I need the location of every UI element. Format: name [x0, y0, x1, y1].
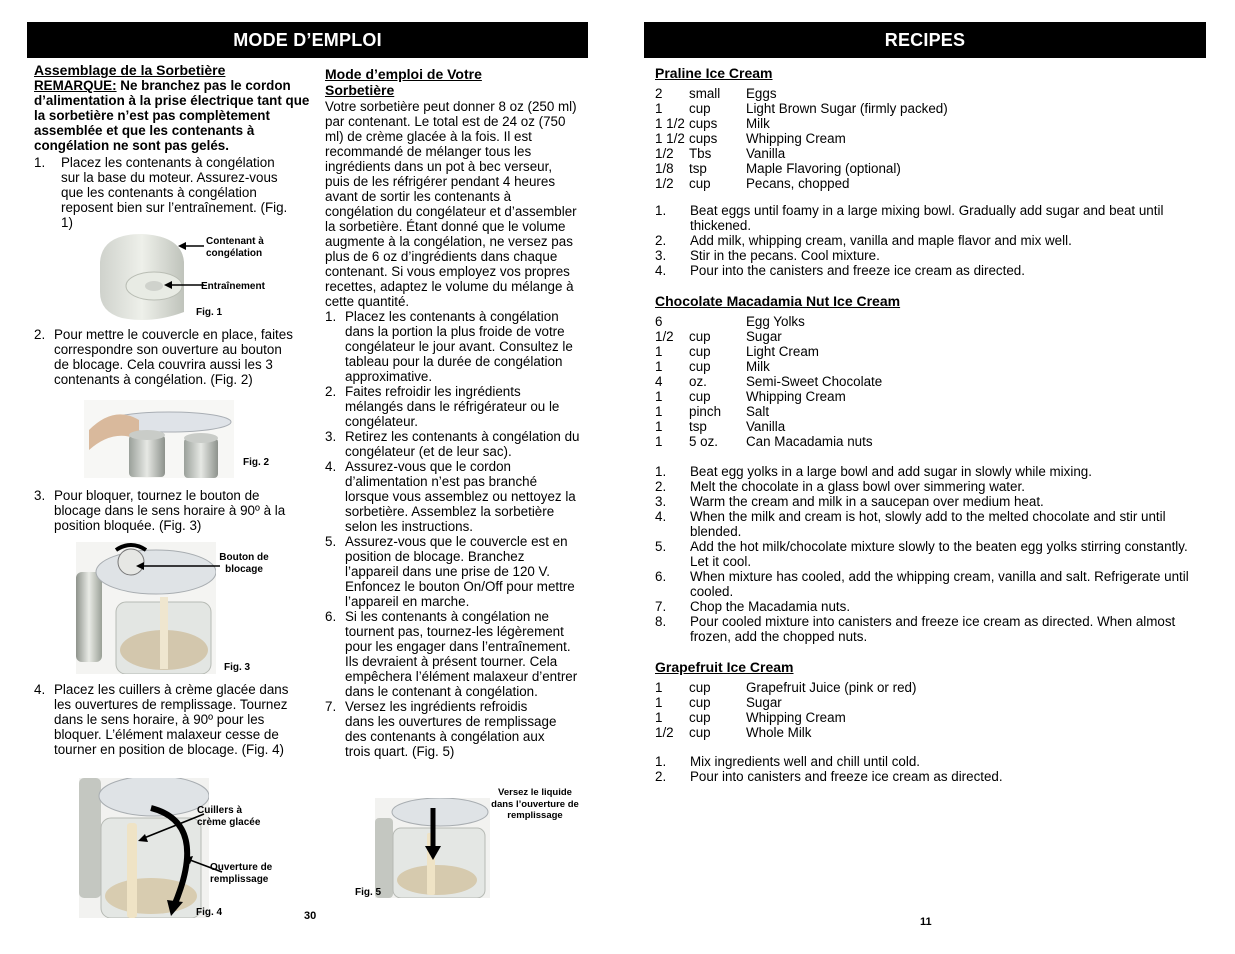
ingredient-qty: 6: [655, 314, 663, 329]
ingredient-unit: cups: [689, 116, 718, 131]
step-text: Melt the chocolate in a glass bowl over simmering water.: [690, 479, 1025, 494]
ingredient-name: Semi-Sweet Chocolate: [746, 374, 883, 389]
usage-heading: Mode d’emploi de Votre Sorbetière: [325, 66, 482, 98]
step-number: 7.: [655, 599, 667, 614]
step-text: Add the hot milk/chocolate mixture slowly to the beaten egg yolks stirring constantly. Let it cool.: [690, 539, 1188, 569]
step-number: 6.: [655, 569, 667, 584]
step-text: Pour bloquer, tournez le bouton de blocage dans le sens horaire à 90º à la position bloquée. (Fig. 3): [54, 488, 286, 533]
ingredient-name: Light Cream: [746, 344, 819, 359]
usage-step: [325, 309, 580, 384]
ingredient-unit: cup: [689, 695, 711, 710]
ingredient-unit: 5 oz.: [689, 434, 719, 449]
ingredient-name: Whole Milk: [746, 725, 812, 740]
steps-chocolate: [655, 464, 1200, 644]
recipe-step: [655, 614, 1200, 644]
ingredient-unit: cup: [689, 359, 711, 374]
usage-step: [325, 429, 580, 459]
step-text: Chop the Macadamia nuts.: [690, 599, 851, 614]
fig3-callout-lock: Bouton de blocage: [219, 552, 269, 575]
ingredient-qty: 2: [655, 86, 663, 101]
ingredient-name: Sugar: [746, 329, 782, 344]
usage-intro: Votre sorbetière peut donner 8 oz (250 ml) par contenant. Le total est de 24 oz (750 ml) de crème glacée à la fois. Il est recommandé de mélanger tous les ingrédients dans un pot à bec verseur, puis de les réfrigérer pendant 4 heures avant de sortir les contenants à congélation du congélateur et d’assembler la sorbetière. Étant donné que le volume augmente à la congélation, ne versez pas plus de 6 oz d’ingrédients dans chaque contenant. Si vous employez vos propres recettes, adaptez le volume du mélange à cette quantité.: [325, 99, 577, 309]
ingredient-name: Vanilla: [746, 419, 786, 434]
ingredient-unit: cup: [689, 680, 711, 695]
recipe-title-grapefruit: Grapefruit Ice Cream: [655, 659, 794, 675]
recipe-step: [655, 479, 1200, 494]
step-number: 3.: [655, 494, 667, 509]
step-text: Warm the cream and milk in a saucepan over medium heat.: [690, 494, 1044, 509]
step-text: When mixture has cooled, add the whipping cream, vanilla and salt. Refrigerate until cooled.: [690, 569, 1189, 599]
fig2-label: Fig. 2: [243, 457, 270, 468]
fig1-callout-drive: Entraînement: [201, 281, 265, 292]
ingredient-unit: tsp: [689, 419, 707, 434]
ingredient-qty: 4: [655, 374, 663, 389]
fig5-label: Fig. 5: [355, 887, 382, 898]
step-number: 4.: [34, 682, 46, 697]
fig3-arrow: [132, 558, 222, 574]
fig2-image: [84, 400, 234, 478]
recipe-step: [655, 569, 1200, 599]
step-number: 2.: [655, 769, 667, 784]
fig4-callout-paddles: Cuillers à crème glacée: [197, 805, 261, 828]
ingredient-qty: 1/8: [655, 161, 674, 176]
recipes-column: [655, 65, 1200, 784]
fig3-label: Fig. 3: [224, 662, 251, 673]
ingredients-chocolate: [655, 314, 1200, 449]
step-number: 1.: [655, 754, 667, 769]
steps-praline: [655, 203, 1200, 278]
fig1-callout-container: Contenant à congélation: [206, 236, 264, 259]
step-text: Faites refroidir les ingrédients mélangés dans le réfrigérateur ou le congélateur.: [345, 384, 560, 429]
ingredient-unit: cup: [689, 725, 711, 740]
assembly-step-4: [34, 682, 294, 757]
ingredient-unit: cups: [689, 131, 718, 146]
ingredient-name: Whipping Cream: [746, 710, 846, 725]
step-number: 5.: [655, 539, 667, 554]
step-text: Pour cooled mixture into canisters and freeze ice cream as directed. When almost frozen, add the chopped nuts.: [690, 614, 1176, 644]
step-text: Si les contenants à congélation ne tournent pas, tournez-les légèrement pour les engager dans l’entraînement. Ils devraient à présent tourner. Cela empêchera l’élément malaxeur d’entrer dans le contenant à congélation.: [345, 609, 578, 699]
recipe-step: [655, 464, 1200, 479]
ingredient-name: Pecans, chopped: [746, 176, 850, 191]
note-label: REMARQUE:: [34, 78, 117, 93]
step-number: 4.: [655, 263, 667, 278]
step-text: Beat eggs until foamy in a large mixing bowl. Gradually add sugar and beat until thickened.: [690, 203, 1164, 233]
step-number: 5.: [325, 534, 337, 549]
recipe-step: [655, 769, 1200, 784]
ingredient-unit: tsp: [689, 161, 707, 176]
recipe-step: [655, 248, 1200, 263]
recipe-title-praline: Praline Ice Cream: [655, 65, 773, 81]
ingredient-qty: 1: [655, 404, 663, 419]
ingredient-name: Maple Flavoring (optional): [746, 161, 901, 176]
ingredient-name: Light Brown Sugar (firmly packed): [746, 101, 948, 116]
step-number: 6.: [325, 609, 337, 624]
assembly-heading: Assemblage de la Sorbetière: [34, 62, 226, 78]
step-number: 2.: [34, 327, 46, 342]
ingredient-qty: 1 1/2: [655, 131, 685, 146]
fig1-label: Fig. 1: [196, 307, 223, 318]
recipe-step: [655, 263, 1200, 278]
ingredient-unit: pinch: [689, 404, 722, 419]
recipe-step: [655, 203, 1200, 233]
ingredient-unit: cup: [689, 710, 711, 725]
ingredient-qty: 1/2: [655, 176, 674, 191]
ingredient-unit: oz.: [689, 374, 707, 389]
ingredient-unit: cup: [689, 101, 711, 116]
ingredient-qty: 1: [655, 389, 663, 404]
ingredient-name: Eggs: [746, 86, 777, 101]
step-text: Versez les ingrédients refroidis dans les ouvertures de remplissage des contenants à congélation aux trois quart. (Fig. 5): [345, 699, 557, 759]
usage-steps: [325, 309, 580, 759]
ingredient-qty: 1: [655, 419, 663, 434]
ingredient-name: Can Macadamia nuts: [746, 434, 873, 449]
fig4-callout-opening: Ouverture de remplissage: [210, 862, 273, 885]
ingredient-qty: 1 1/2: [655, 116, 685, 131]
step-text: Pour into canisters and freeze ice cream as directed.: [690, 769, 1003, 784]
step-text: Placez les contenants à congélation dans la portion la plus froide de votre congélateur le jour avant. Consultez le tableau pour la durée de congélation approximative.: [345, 309, 573, 384]
step-text: Assurez-vous que le couvercle est en position de blocage. Branchez l’appareil dans une prise de 120 V. Enfoncez le bouton On/Off pour mettre l’appareil en marche.: [345, 534, 575, 609]
step-text: Placez les contenants à congélation sur la base du moteur. Assurez-vous que les contenants à congélation reposent bien sur l’entraînement. (Fig. 1): [61, 155, 288, 230]
step-text: Placez les cuillers à crème glacée dans les ouvertures de remplissage. Tournez dans le sens horaire, à 90º pour les bloquer. L’élément malaxeur cesse de tourner en position de blocage. (Fig. 4): [54, 682, 289, 757]
ingredient-qty: 1: [655, 434, 663, 449]
ingredient-unit: cup: [689, 176, 711, 191]
step-number: 2.: [655, 479, 667, 494]
assembly-section: [34, 62, 319, 153]
step-text: When the milk and cream is hot, slowly add to the melted chocolate and stir until blended.: [690, 509, 1166, 539]
step-number: 8.: [655, 614, 667, 629]
step-text: Add milk, whipping cream, vanilla and maple flavor and mix well.: [690, 233, 1072, 248]
ingredient-name: Vanilla: [746, 146, 786, 161]
step-text: Retirez les contenants à congélation du congélateur (et de leur sac).: [345, 429, 580, 459]
step-text: Pour mettre le couvercle en place, faites correspondre son ouverture au bouton de blocage. Cela couvrira aussi les 3 contenants à congélation. (Fig. 2): [54, 327, 293, 387]
step-text: Beat egg yolks in a large bowl and add sugar in slowly while mixing.: [690, 464, 1092, 479]
usage-step: [325, 699, 560, 759]
assembly-step-2: [34, 327, 294, 387]
ingredient-qty: 1: [655, 359, 663, 374]
step-number: 4.: [325, 459, 337, 474]
recipe-step: [655, 233, 1200, 248]
fig4-label: Fig. 4: [196, 907, 223, 918]
step-number: 7.: [325, 699, 337, 714]
usage-step: [325, 609, 580, 699]
usage-step: [325, 534, 580, 609]
step-number: 1.: [34, 155, 46, 170]
ingredient-name: Milk: [746, 359, 770, 374]
step-text: Assurez-vous que le cordon d’alimentation n’est pas branché lorsque vous assemblez ou nettoyez la sorbetière. Assemblez la sorbetière selon les instructions.: [345, 459, 576, 534]
ingredient-name: Whipping Cream: [746, 389, 846, 404]
recipe-step: [655, 539, 1200, 569]
assembly-step-3: [34, 488, 294, 533]
recipe-step: [655, 754, 1200, 769]
ingredient-unit: [689, 314, 746, 329]
ingredient-qty: 1: [655, 695, 663, 710]
step-text: Pour into the canisters and freeze ice cream as directed.: [690, 263, 1025, 278]
ingredient-name: Whipping Cream: [746, 131, 846, 146]
recipe-step: [655, 509, 1200, 539]
step-number: 2.: [655, 233, 667, 248]
step-number: 3.: [325, 429, 337, 444]
step-text: Stir in the pecans. Cool mixture.: [690, 248, 880, 263]
recipe-title-chocolate: Chocolate Macadamia Nut Ice Cream: [655, 293, 901, 309]
steps-grapefruit: [655, 754, 1200, 784]
assembly-step-1: [34, 155, 294, 230]
ingredient-qty: 1: [655, 680, 663, 695]
step-number: 4.: [655, 509, 667, 524]
fig5-image: [375, 798, 490, 898]
recipe-step: [655, 494, 1200, 509]
step-number: 3.: [34, 488, 46, 503]
fig5-callout: Versez le liquide dans l’ouverture de remplissage: [491, 787, 579, 821]
ingredient-qty: 1: [655, 101, 663, 116]
recipe-step: [655, 599, 1200, 614]
assembly-note: [34, 78, 314, 153]
ingredient-unit: Tbs: [689, 146, 712, 161]
step-number: 3.: [655, 248, 667, 263]
ingredients-grapefruit: [655, 680, 1200, 740]
ingredient-qty: 1: [655, 344, 663, 359]
ingredient-name: Egg Yolks: [746, 314, 805, 329]
ingredient-name: Milk: [746, 116, 770, 131]
ingredient-name: Grapefruit Juice (pink or red): [746, 680, 917, 695]
ingredient-unit: small: [689, 86, 721, 101]
step-number: 1.: [325, 309, 337, 324]
step-number: 1.: [655, 464, 667, 479]
usage-step: [325, 459, 580, 534]
ingredient-qty: 1/2: [655, 329, 674, 344]
usage-section: [325, 66, 580, 759]
note-text: Ne branchez pas le cordon d’alimentation à la prise électrique tant que la sorbetière n’est pas complètement assemblée et que les contenants à congélation ne sont pas gelés.: [34, 78, 310, 153]
left-page-banner: MODE D’EMPLOI: [27, 22, 588, 58]
ingredient-qty: 1: [655, 710, 663, 725]
step-number: 1.: [655, 203, 667, 218]
step-text: Mix ingredients well and chill until cold.: [690, 754, 920, 769]
step-number: 2.: [325, 384, 337, 399]
ingredient-qty: 1/2: [655, 725, 674, 740]
ingredient-unit: cup: [689, 329, 711, 344]
ingredient-name: Sugar: [746, 695, 782, 710]
ingredient-name: Salt: [746, 404, 770, 419]
left-page-number: 30: [304, 910, 317, 922]
ingredient-unit: cup: [689, 344, 711, 359]
right-page-number: 11: [920, 916, 932, 928]
usage-step: [325, 384, 580, 429]
ingredient-qty: 1/2: [655, 146, 674, 161]
right-page-banner: RECIPES: [644, 22, 1206, 58]
ingredient-unit: cup: [689, 389, 711, 404]
ingredients-praline: [655, 86, 1200, 191]
